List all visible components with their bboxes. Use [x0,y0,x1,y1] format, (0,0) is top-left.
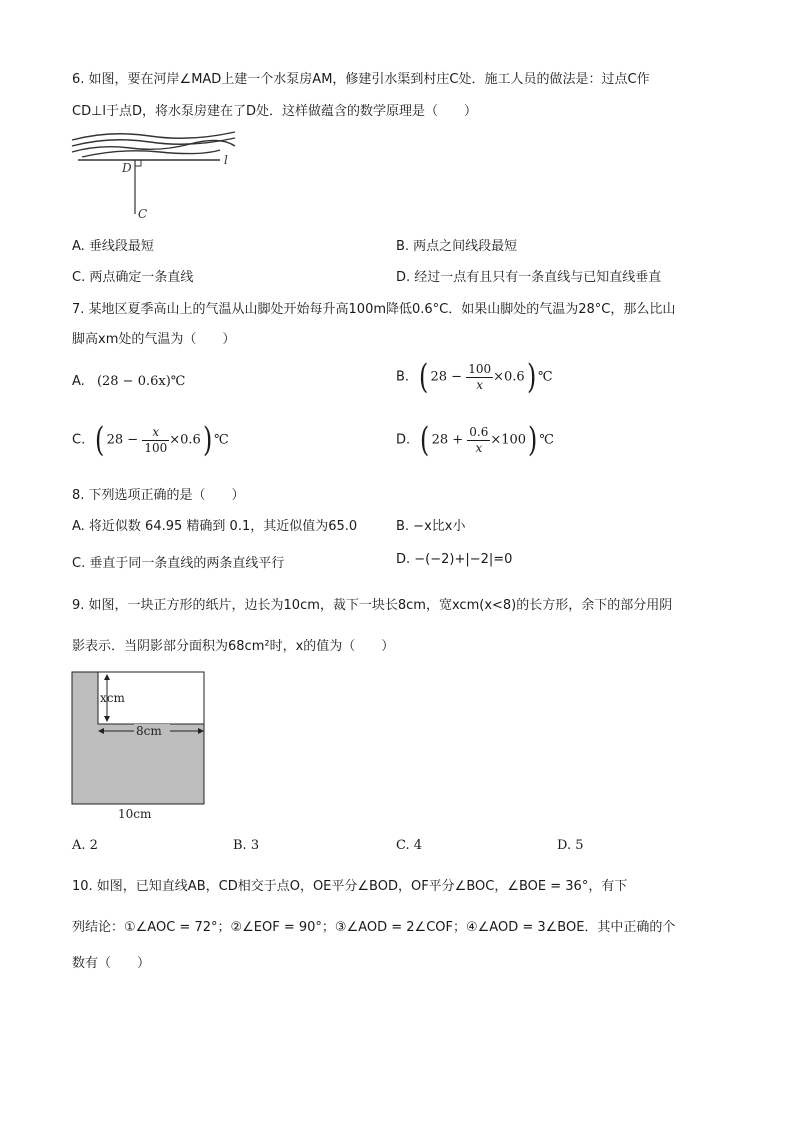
q7-option-b-fraction [466,362,493,393]
denominator: x [475,440,483,455]
fig-x-label: xcm [100,691,125,705]
q6-figure [70,128,240,223]
q7-option-b-post: ×0.6 [493,369,525,385]
denominator: 100 [144,440,168,455]
q7-option-d-fraction [467,425,490,456]
fig-label-C: C [138,207,148,221]
q10-stem-line3: 数有（ ） [72,956,151,971]
q9-option-a: A. 2 [72,838,98,853]
fig-10-label: 10cm [118,807,152,821]
q8-option-d: D. −(−2)+|−2|=0 [396,552,513,567]
q9-option-c: C. 4 [396,838,423,853]
numerator: 100 [468,361,492,376]
fig-label-l: l [224,153,228,167]
q6-option-a: A. 垂线段最短 [72,239,154,254]
q7-option-d [396,420,554,460]
q7-stem-line2: 脚高xm处的气温为（ ） [72,332,236,347]
fig-label-D: D [122,161,132,175]
q6-stem-line1: 6. 如图，要在河岸∠MAD上建一个水泵房AM，修建引水渠到村庄C处．施工人员的做法是：过点C作 [72,72,650,87]
q8-stem: 8. 下列选项正确的是（ ） [72,488,245,503]
q7-option-c-label: C. [72,432,86,448]
q9-figure [70,670,210,822]
q7-option-d-post: ×100 [490,432,527,448]
numerator: 0.6 [469,424,489,439]
q7-option-c-pre: 28 − [106,432,139,448]
q9-option-b: B. 3 [233,838,260,853]
left-paren: ( [419,357,429,397]
q8-option-c: C. 垂直于同一条直线的两条直线平行 [72,556,285,571]
q10-stem-line2: 列结论：①∠AOC = 72°；②∠EOF = 90°；③∠AOD = 2∠COF；④∠AOD = 3∠BOE．其中正确的个 [72,920,676,935]
denominator: x [476,377,484,392]
left-paren: ( [420,420,430,460]
unit: ℃ [539,432,554,448]
q7-option-b-label: B. [396,369,410,385]
q6-option-c: C. 两点确定一条直线 [72,270,194,285]
q7-option-c-fraction [142,425,169,456]
left-paren: ( [95,420,105,460]
q7-option-b-pre: 28 − [430,369,463,385]
q9-stem-line1: 9. 如图，一块正方形的纸片，边长为10cm，裁下一块长8cm，宽xcm(x<8)的长方形，余下的部分用阴 [72,598,673,613]
q7-option-b [396,357,553,397]
q7-option-c [72,420,229,460]
right-paren: ) [202,420,213,460]
unit: ℃ [214,432,229,448]
q9-stem-line2: 影表示．当阴影部分面积为68cm²时，x的值为（ ） [72,639,395,654]
q7-option-a-label: A. [72,374,85,389]
numerator: x [142,425,169,441]
q6-option-b: B. 两点之间线段最短 [396,239,518,254]
q6-stem-line2: CD⊥l于点D，将水泵房建在了D处．这样做蕴含的数学原理是（ ） [72,104,478,119]
right-paren: ) [528,420,538,460]
q8-option-a: A. 将近似数 64.95 精确到 0.1，其近似值为65.0 [72,519,358,534]
q7-option-d-label: D. [396,432,411,448]
q7-option-a-expr: (28 − 0.6x)℃ [96,374,186,389]
q7-stem-line1: 7. 某地区夏季高山上的气温从山脚处开始每升高100m降低0.6°C．如果山脚处的气温为28°C，那么比山 [72,302,676,317]
unit: ℃ [537,369,553,385]
q7-option-a [72,374,185,389]
right-paren: ) [526,357,536,397]
fig-8-label: 8cm [136,724,162,738]
q7-option-d-pre: 28 + [431,432,464,448]
q9-option-d: D. 5 [557,838,584,853]
q6-option-d: D. 经过一点有且只有一条直线与已知直线垂直 [396,270,662,285]
q10-stem-line1: 10. 如图，已知直线AB，CD相交于点O，OE平分∠BOD，OF平分∠BOC，∠BOE = 36°，有下 [72,879,628,894]
q7-option-c-post: ×0.6 [169,432,201,448]
q8-option-b: B. −x比x小 [396,519,466,534]
